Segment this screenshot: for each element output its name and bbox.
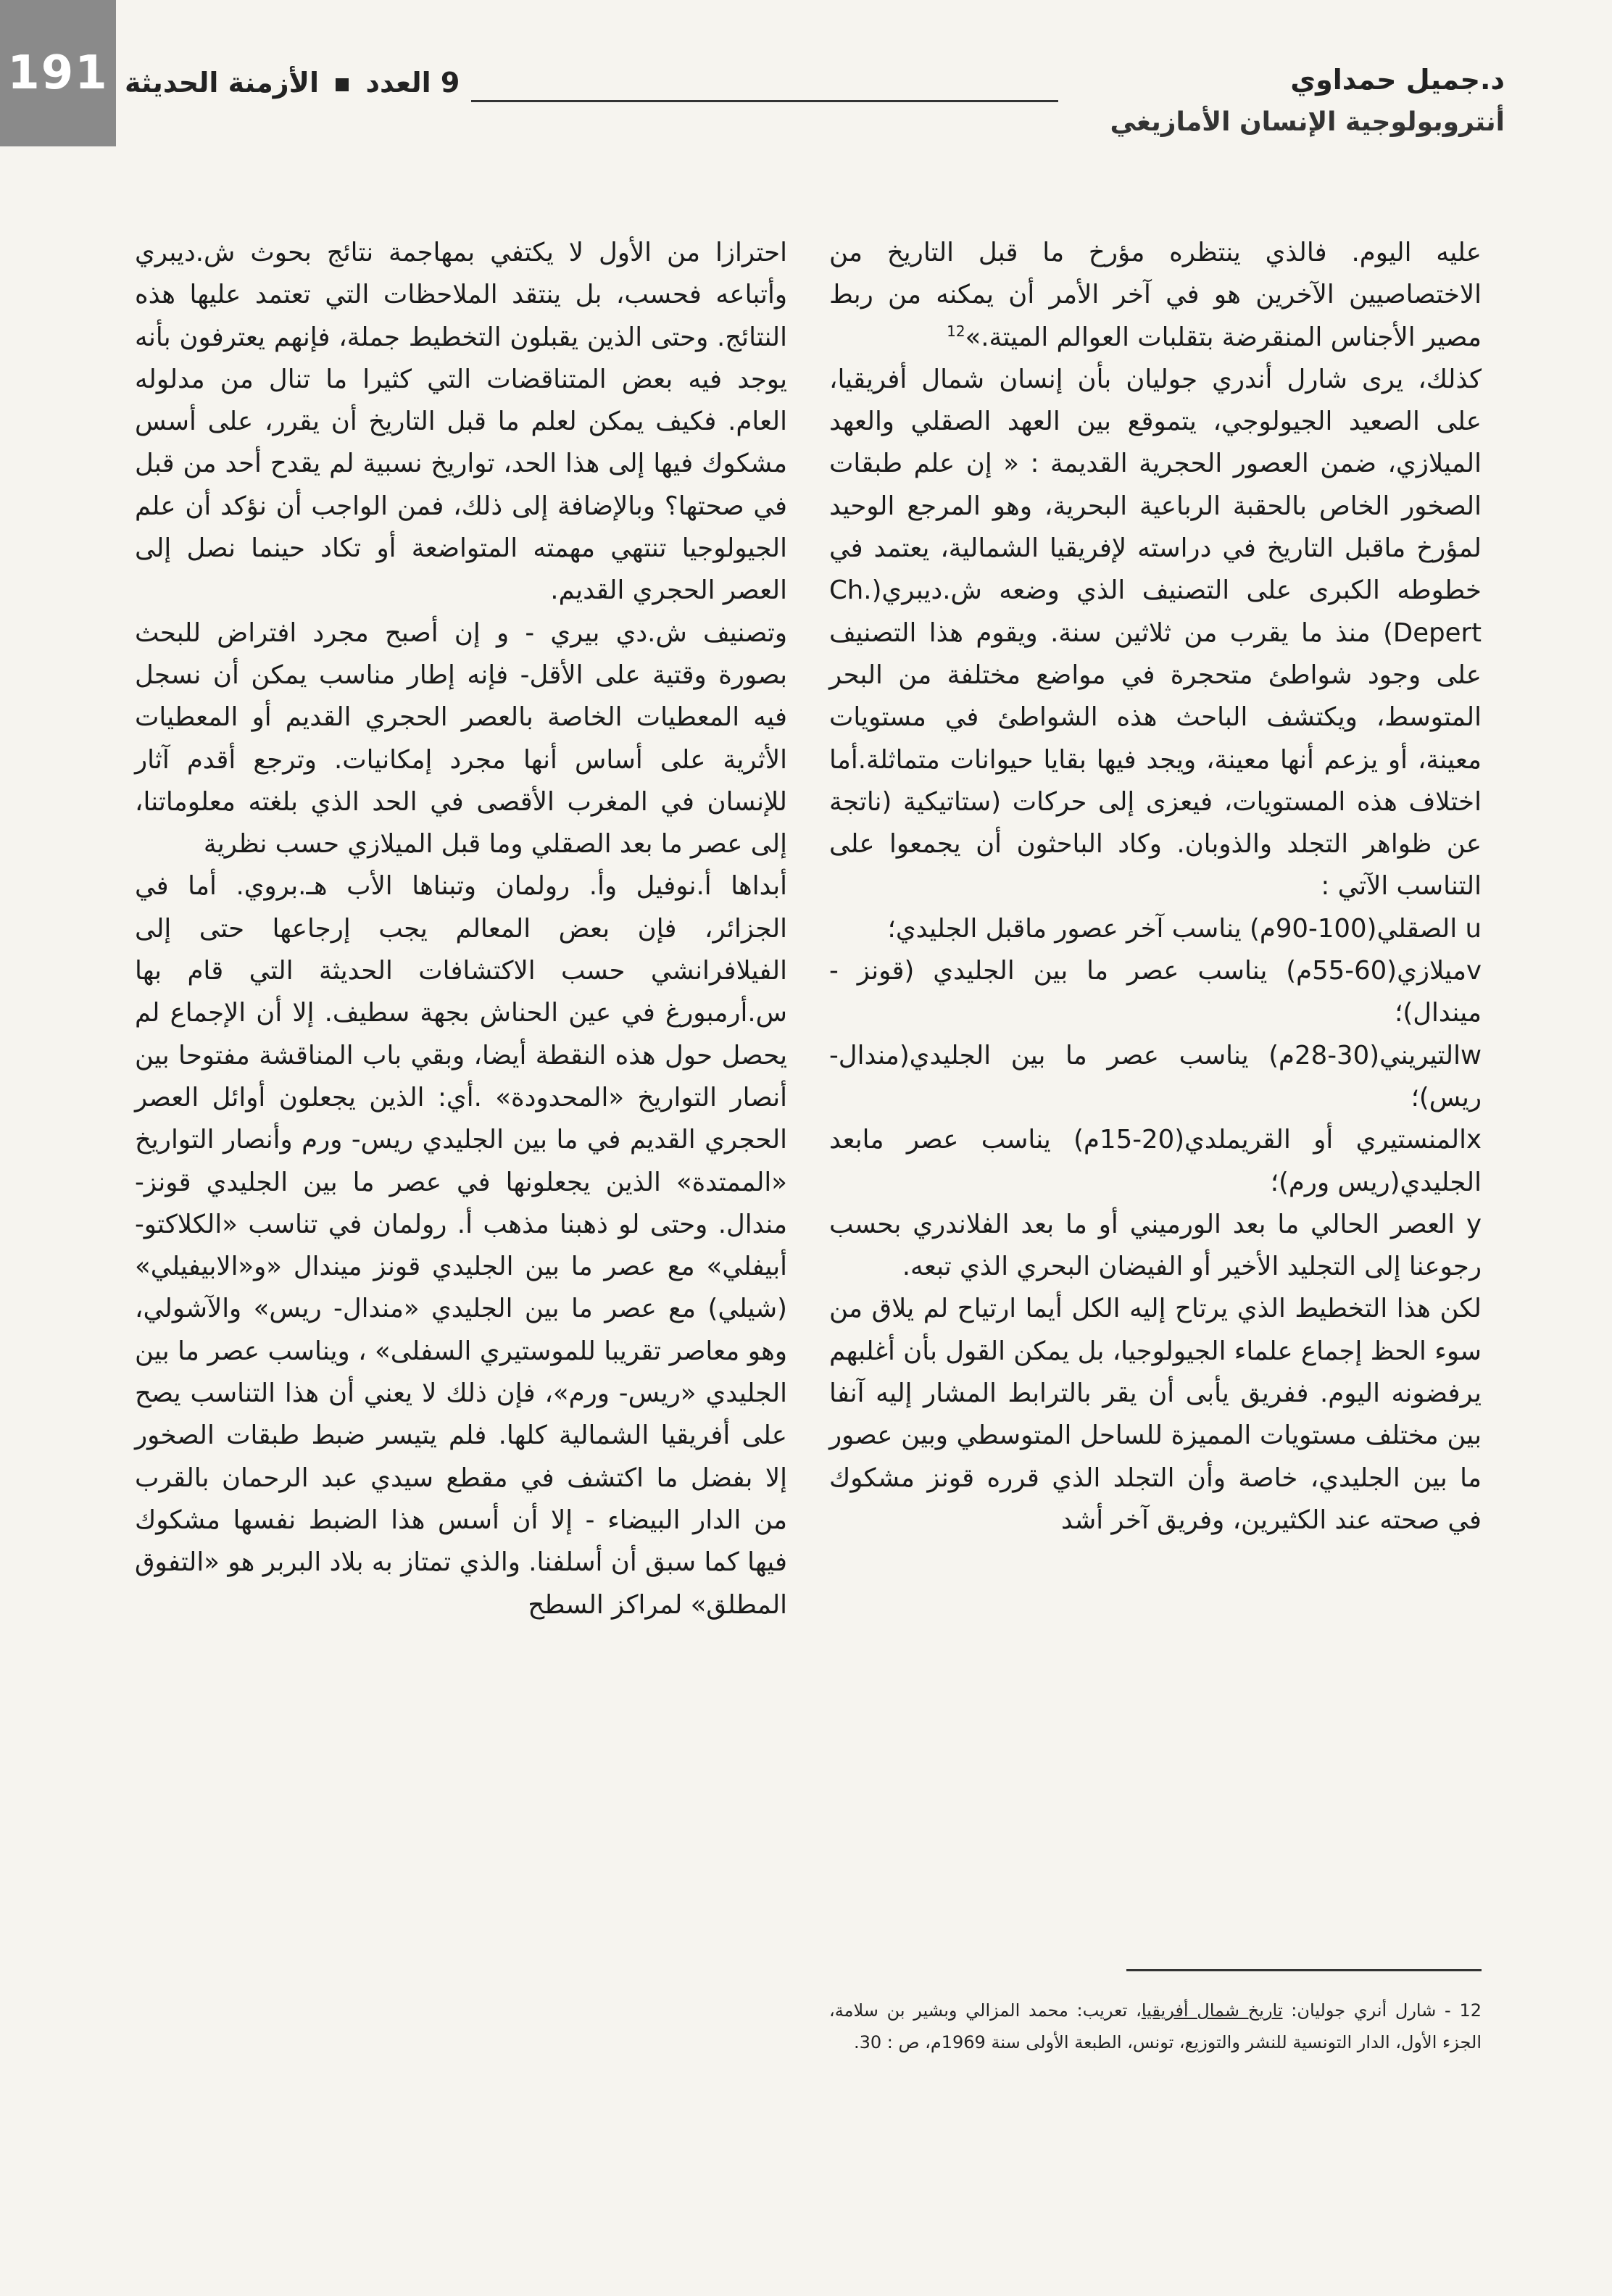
journal-issue-line (125, 67, 460, 99)
footnote-ref: 12 (947, 322, 965, 340)
paragraph: احترازا من الأول لا يكتفي بمهاجمة نتائج بحوث ش.ديبري وأتباعه فحسب، بل ينتقد الملاحظات التي تعتمد عليها هذه النتائج. وحتى الذين يقبلون التخطيط جملة، فإنهم يعترفون بأنه يوجد فيه بعض المتناقضات التي كثيرا ما تنال من مدلوله العام. فكيف يمكن لعلم ما قبل التاريخ أن يقرر، على أسس مشكوك فيها إلى هذا الحد، تواريخ نسبية لم يقدح أحد من قبل في صحتها؟ وبالإضافة إلى ذلك، فمن الواجب أن نؤكد أن علم الجيولوجيا تنتهي مهمته المتواضعة أو تكاد حينما نصل إلى العصر الحجري القديم. (135, 238, 787, 606)
author-name: د.جميل حمداوي (1290, 64, 1505, 96)
article-title: أنتروبولوجية الإنسان الأمازيغي (1110, 107, 1505, 137)
page-number: 191 (0, 0, 116, 146)
paragraph: لكن هذا التخطيط الذي يرتاح إليه الكل أيما ارتياح لم يلاق من سوء الحظ إجماع علماء الجيولوجيا، بل يمكن القول بأن أغلبهم يرفضونه اليوم. ففريق يأبى أن يقر بالترابط المشار إليه آنفا بين مختلف مستويات المميزة للساحل المتوسطي وبين عصور ما بين الجليدي، خاصة وأن التجلد الذي قرره قونز مشكوك في صحته عند الكثيرين، وفريق آخر أشد (829, 1294, 1482, 1535)
issue-label: العدد (365, 67, 431, 99)
header-rule (471, 100, 1058, 102)
footnote-rule (1126, 1969, 1482, 1971)
list-item: wالتيريني(30-28م) يناسب عصر ما بين الجليدي(مندال- ريس)؛ (829, 1040, 1482, 1112)
footnote (829, 1995, 1482, 2058)
left-text-column (135, 232, 787, 1626)
right-text-column (829, 232, 1482, 1542)
paragraph: عليه اليوم. فالذي ينتظره مؤرخ ما قبل التاريخ من الاختصاصيين الآخرين هو في آخر الأمر أن يمكنه من ربط مصير الأجناس المنقرضة بتقلبات العوالم الميتة.»$^{12}$ (829, 238, 1482, 352)
footnote-prefix: 12 - شارل أنري جوليان: (1282, 2000, 1482, 2021)
paragraph: كذلك، يرى شارل أندري جوليان بأن إنسان شمال أفريقيا، على الصعيد الجيولوجي، يتموقع بين العهد الصقلي والعهد الميلازي، ضمن العصور الحجرية القديمة : « إن علم طبقات الصخور الخاص بالحقبة الرباعية البحرية، وهو المرجع الوحيد لمؤرخ ماقبل التاريخ في دراسته لإفريقيا الشمالية، يعتمد في خطوطه الكبرى على التصنيف الذي وضعه ش.ديبري(Ch. Depert) منذ ما يقرب من ثلاثين سنة. ويقوم هذا التصنيف على وجود شواطئ متحجرة في مواضع مختلفة من البحر المتوسط، ويكتشف الباحث هذه الشواطئ في مستويات معينة، أو يزعم أنها معينة، ويجد فيها بقايا حيوانات متماثلة.أما اختلاف هذه المستويات، فيعزى إلى حركات (ستاتيكية (ناتجة عن ظواهر التجلد والذوبان. وكاد الباحثون أن يجمعوا على التناسب الآتي : (829, 364, 1482, 902)
footnote-book-title: تاريخ شمال أفريقيا (1141, 2000, 1283, 2021)
paragraph: أبداها أ.نوفيل وأ. رولمان وتبناها الأب هـ.بروي. أما في الجزائر، فإن بعض المعالم يجب إرجاعها حتى إلى الفيلافرانشي حسب الاكتشافات الحديثة التي قام بها س.أرمبورغ في عين الحناش بجهة سطيف. إلا أن الإجماع لم يحصل حول هذه النقطة أيضا، وبقي باب المناقشة مفتوحا بين أنصار التواريخ «المحدودة» .أي: الذين يجعلون أوائل العصر الحجري القديم في ما بين الجليدي ريس- ورم وأنصار التواريخ «الممتدة» الذين يجعلونها في عصر ما بين الجليدي قونز- مندال. وحتى لو ذهبنا مذهب أ. رولمان في تناسب «الكلاكتو- أبيفلي» مع عصر ما بين الجليدي قونز ميندال «و«الابيفيلي» (شيلي) مع عصر ما بين الجليدي «مندال- ريس» والآشولي، وهو معاصر تقريبا للموستيري السفلى» ، ويناسب عصر ما بين الجليدي «ريس- ورم»، فإن ذلك لا يعني أن هذا التناسب يصح على أفريقيا الشمالية كلها. فلم يتيسر ضبط طبقات الصخور إلا بفضل ما اكتشف في مقطع سيدي عبد الرحمان بالقرب من الدار البيضاء - إلا أن أسس هذا الضبط نفسها مشكوك فيها كما سبق أن أسلفنا. والذي تمتاز به بلاد البربر هو «التفوق المطلق» لمراكز السطح (135, 871, 787, 1620)
footnote-rest: ، تعريب: محمد المزالي وبشير بن سلامة، الجزء الأول، الدار التونسية للنشر والتوزيع، تونس، الطبعة الأولى سنة 1969م، ص : 30. (829, 2000, 1482, 2052)
page-header (0, 0, 1612, 146)
paragraph: وتصنيف ش.دي بيري - و إن أصبح مجرد افتراض للبحث بصورة وقتية على الأقل- فإنه إطار مناسب يمكن أن نسجل فيه المعطيات الخاصة بالعصر الحجري القديم أو المعطيات الأثرية على أساس أنها مجرد إمكانيات. وترجع أقدم آثار للإنسان في المغرب الأقصى في الحد الذي بلغته معلوماتنا، إلى عصر ما بعد الصقلي وما قبل الميلازي حسب نظرية (135, 617, 787, 860)
list-item: xالمنستيري أو القريملدي(20-15م) يناسب عصر مابعد الجليدي(ريس ورم)؛ (829, 1125, 1482, 1197)
list-item: vميلازي(60-55م) يناسب عصر ما بين الجليدي (قونز - ميندال)؛ (829, 956, 1482, 1028)
list-item: y العصر الحالي ما بعد الورميني أو ما بعد الفلاندري بحسب رجوعنا إلى التجليد الأخير أو الفيضان البحري الذي تبعه. (829, 1209, 1482, 1282)
list-item: u الصقلي(100-90م) يناسب آخر عصور ماقبل الجليدي؛ (887, 913, 1482, 944)
journal-name: الأزمنة الحديثة (125, 67, 319, 99)
issue-number: 9 (440, 67, 460, 99)
square-separator-icon (336, 78, 349, 91)
